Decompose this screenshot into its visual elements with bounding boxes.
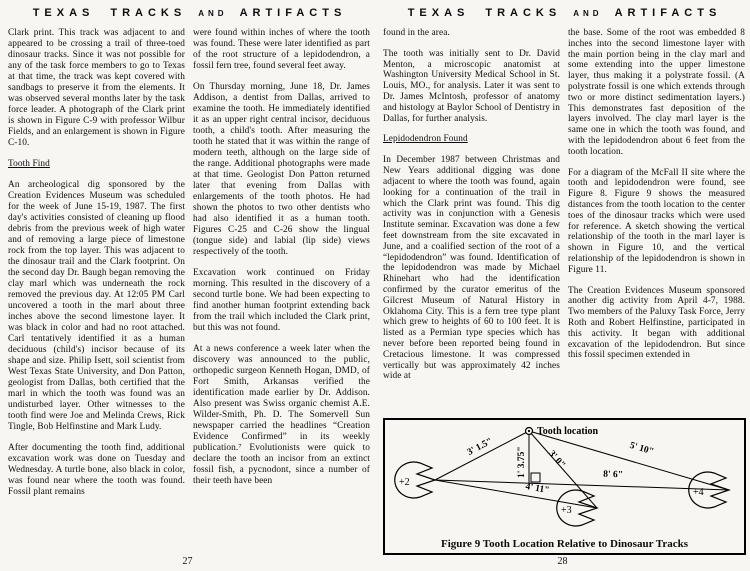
paragraph: On Thursday morning, June 18, Dr. James Addison, a dentist from Dallas, arrived to examine the tooth. He immediately identified it as an upper right central incisor, deciduous tooth, a child's tooth. After measuring the tooth he stated that it was within the range of modern teeth, although on the large side of the range. Additional photographs were made at that time. Geologist Don Patton returned later that evening from Dallas with enlargements of the tooth photos. He had shown the photos to two other dentists who had also identified it as a human tooth. Figures C-25 and C-26 show the lingual (tongue side) and labial (lip side) views respectively of the tooth. bbox=[193, 82, 370, 257]
track-label-2: +2 bbox=[399, 477, 410, 488]
track-label-3: +3 bbox=[561, 505, 572, 516]
paragraph: the base. Some of the root was embedded 8 inches into the second limestone layer with the main portion being in the clay marl and some extending into the upper limestone layer, thus making it a polystrate fossil. (A polystrate fossil is one which extends through two or more distinct sedimentation layers.) This demonstrates fast deposition of the layers involved. The clay marl layer is the same one in which the tooth was found, and with the lepidodendron about 6 feet from the tooth location. bbox=[568, 28, 745, 157]
page-number-left: 27 bbox=[182, 556, 193, 567]
measurement-1ft-3-75in: 1' 3.75" bbox=[517, 446, 527, 478]
left-page-column-1 bbox=[8, 28, 185, 508]
paragraph: were found within inches of where the tooth was found. These were later identified as part of the root structure of a lepidodendron, a fossil fern tree, found several feet away. bbox=[193, 28, 370, 71]
page-header-title bbox=[383, 7, 746, 19]
page-header-title bbox=[8, 7, 371, 19]
track-label-4: +4 bbox=[693, 487, 704, 498]
paragraph: At a news conference a week later when the discovery was announced to the public, orthopedic surgeon Kenneth Hogan, DMD, of Fort Smith, Arkansas verified the identification made earlier by Dr. Addison. Also present was Swiss organic chemist A.E. Wilder-Smith, Ph. D. The Somervell Sun newspaper carried the headlines “Creation Evidence Confirmed” in its weekly publication.⁷ Evolutionists were quick to declare the tooth an incisor from an extinct fossil fish, a pycnodont, since a number of their teeth have been bbox=[193, 344, 370, 486]
paragraph: The Creation Evidences Museum sponsored another dig activity from April 4-7, 1988. Two members of the Paluxy Task Force, Jerry Roth and Robert Helfinstine, participated in this activity. It began with additional excavation of the lepidodendron. But since this fossil specimen extended in bbox=[568, 285, 745, 361]
header-word: AND bbox=[573, 9, 603, 18]
figure-9-diagram bbox=[383, 418, 746, 555]
measurement-3ft-1-5in: 3' 1.5" bbox=[465, 436, 495, 458]
paragraph: After documenting the tooth find, additional excavation work was done on Tuesday and Wednesday. A turtle bone, also black in color, was found near where the tooth was found. Fossil plant remains bbox=[8, 443, 185, 497]
line-tooth-to-track2 bbox=[435, 431, 529, 480]
paragraph: For a diagram of the McFall II site where the tooth and lepidodendron were found, see Figure 8. Figure 9 shows the measured distances from the tooth location to the center toes of the dinosaur tracks which were used for reference. A sketch showing the vertical relationship of the tooth in the marl layer is shown in Figure 10, and the vertical relationship of the lepidodendron is shown in Figure 11. bbox=[568, 167, 745, 275]
tooth-location-diagram bbox=[385, 420, 744, 535]
page-number-right: 28 bbox=[557, 556, 568, 567]
header-word: ARTIFACTS bbox=[239, 7, 347, 19]
page-28 bbox=[375, 0, 750, 571]
line-track2-to-track4 bbox=[435, 480, 729, 490]
header-word: TEXAS bbox=[32, 7, 95, 19]
two-column-text bbox=[383, 28, 746, 416]
left-page-column-2 bbox=[193, 28, 370, 508]
paragraph: In December 1987 between Christmas and New Years additional digging was done adjacent to where the tooth was found, again looking for a continuation of the trail in which the Clark print was found. This dig activity was in conjunction with a Genesis Institute seminar. Excavation was done a few feet downstream from the site excavated in June, and a coalified section of the root of a “lepidodendron” was found. Identification of the lepidodendron was made by Michael Rhinehart who had the identification confirmed by the curator emeritus of the Gilcrest Museum of Natural History in Oklahoma City. This is a fern tree type plant which grew to heights of 60 to 100 feet. It is listed as a Permian type species which has never before been reported being found in Cretacious limestone. It was compressed vertically but was approximately 42 inches wide at bbox=[383, 155, 560, 382]
measurement-5ft-10in: 5' 10" bbox=[628, 440, 655, 458]
header-word: TRACKS bbox=[110, 7, 187, 19]
paragraph: An archeological dig sponsored by the Creation Evidences Museum was scheduled for the week of June 15-19, 1987. The first day's activities consisted of cleaning up flood debris from the previous week of high water and of removing a large piece of limestone rock from the top layer. This was adjacent to the dinosaur trail and the Clark footprint. On the second day Dr. Baugh began removing the clay marl which was underneath the rock removed the previous day. At 12:05 PM Carl uncovered a tooth in the marl about three inches above the second limestone layer. It was black in color and had no root attached. Carl tentatively identified it as a human deciduous (child's) incisor because of its shape and size. Philip Isett, soil scientist from West Texas State University, and Don Patton, geologist from Dallas, both certified that the marl in which the tooth was found was an undisturbed layer. Other witnesses to the tooth find were Joe and Melinda Crews, Rick Tingle, Bob Helfinstine and Mark Ludy. bbox=[8, 180, 185, 432]
right-page-column-2 bbox=[568, 28, 745, 416]
header-word: ARTIFACTS bbox=[614, 7, 722, 19]
header-word: AND bbox=[198, 9, 228, 18]
section-heading-lepidodendron-found: Lepidodendron Found bbox=[383, 134, 468, 145]
paragraph: The tooth was initially sent to Dr. David Menton, a microscopic anatomist at Washington University Medical School in St. Louis, MO., for analysis. Later it was sent to Dr. James McIntosh, professor of anatomy and histology at Baylor School of Dentistry in Dallas, for further analysis. bbox=[383, 48, 560, 124]
measurement-3ft-0in: 3' 0" bbox=[546, 448, 567, 471]
tooth-location-label: Tooth location bbox=[537, 426, 599, 437]
header-word: TEXAS bbox=[407, 7, 470, 19]
measurement-8ft-6in: 8' 6" bbox=[603, 469, 624, 481]
right-page-column-1 bbox=[383, 28, 560, 416]
section-heading-tooth-find: Tooth Find bbox=[8, 159, 50, 169]
measurement-4ft-11in: 4' 11" bbox=[524, 482, 551, 497]
right-angle-mark bbox=[531, 473, 540, 482]
paragraph: Excavation work continued on Friday morning. This resulted in the discovery of a second turtle bone. We had been expecting to find another human footprint extending back from the trail which included the Clark print, but this was not found. bbox=[193, 268, 370, 333]
figure-9-caption: Figure 9 Tooth Location Relative to Dinosaur Tracks bbox=[440, 538, 688, 550]
paragraph: found in the area. bbox=[383, 28, 450, 38]
two-column-text bbox=[8, 28, 371, 508]
paragraph: Clark print. This track was adjacent to and appeared to be crossing a trail of three-toed dinosaur tracks. Since it was not possible for any of the task force members to go to Texas at that time, the track was kept covered with sandbags to preserve it from the elements. It was observed several months later by the task force leader. A photograph of the Clark print is shown in Figure C-9 with professor Wilbur Fields, and an enlargement is shown in Figure C-10. bbox=[8, 28, 185, 148]
tooth-location-marker-dot bbox=[528, 430, 530, 432]
header-word: TRACKS bbox=[485, 7, 562, 19]
